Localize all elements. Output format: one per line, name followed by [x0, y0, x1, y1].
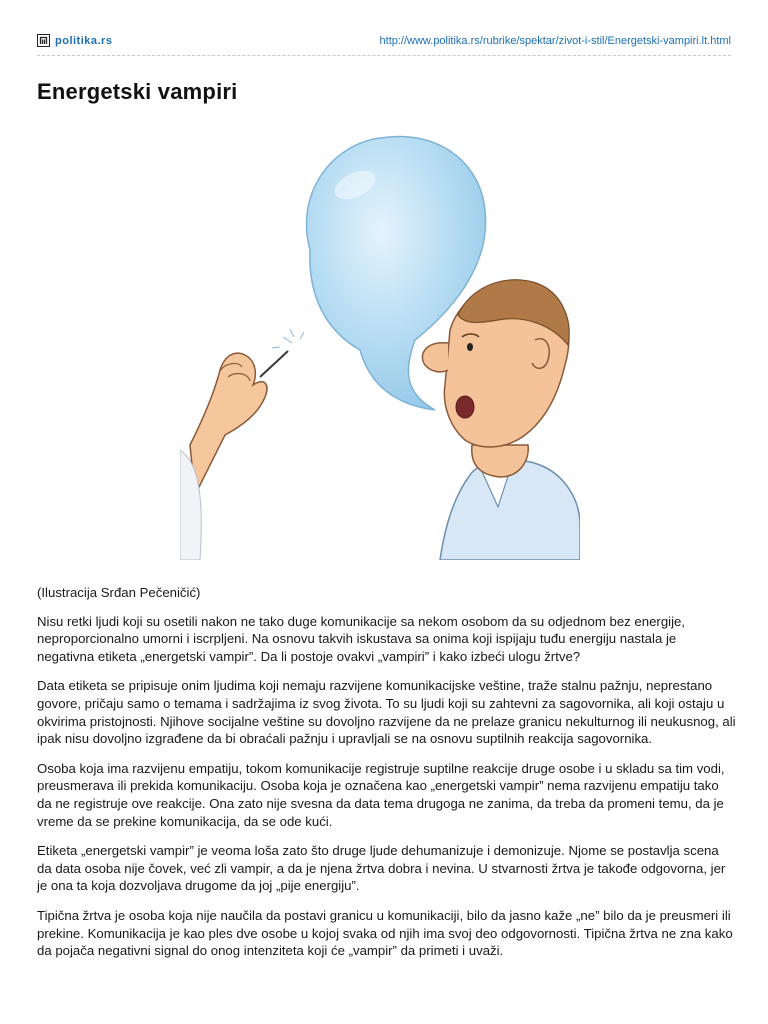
hand-with-needle [180, 351, 288, 560]
site-logo[interactable] [37, 34, 112, 47]
source-url-link[interactable]: http://www.politika.rs/rubrike/spektar/zivot-i-stil/Energetski-vampiri.lt.html [379, 35, 731, 47]
article-paragraph-5: Tipična žrtva je osoba koja nije naučila da postavi granicu u komunikaciji, bilo da jasno kaže „ne” bilo da je preusmeri ili prekine. Komunikacija je kao ples dve osobe u kojoj svaka od njih ima svoj deo odgovornosti. Tipična žrtva ne zna kako da pojača negativni signal do onog intenziteta koji će „vampir” da primeti i uvaži. [37, 907, 733, 959]
article-paragraph-3: Osoba koja ima razvijenu empatiju, tokom komunikacije registruje suptilne reakcije druge osobe i u skladu sa tim vodi, preusmerava ili prekida komunikaciju. Osoba koja je označena kao „energetski vampir” nema razvijenu empatiju tako da ne registruje ove reakcije. Ona zato nije svesna da data tema drugoga ne zanima, da treba da promeni temu, da je vreme da se prekine komunikacija, da se ode kući. [37, 760, 725, 829]
article-paragraph-2: Data etiketa se pripisuje onim ljudima koji nemaju razvijene komunikacijske veštine, traže stalnu pažnju, neprestano govore, pričaju samo o temama i sadržajima iz svog života. To su ljudi koji su zahtevni za sagovornika, ali koji ostaju u okvirima pristojnosti. Njihove socijalne veštine su dovoljno razvijene da ne prelaze granicu nekulturnog ili neukusnog, ali ipak nisu dovoljno izgrađene da bi obraćali pažnju i upravljali se na osnovu suptilnih reakcija sagovornika. [37, 678, 736, 747]
politika-logo-icon [37, 34, 50, 47]
surprised-man [422, 280, 580, 560]
article-body [37, 584, 737, 972]
site-name[interactable]: politika.rs [55, 34, 113, 47]
article-paragraph-4: Etiketa „energetski vampir” je veoma loša zato što druge ljude dehumanizuje i demonizuje. Njome se postavlja scena da data osoba nije čovek, već zli vampir, a da je njena žrtva dobra i nevina. U stvarnosti žrtva je takođe odgovorna, jer je ona ta koja dozvoljava drugome da joj „pije energiju”. [37, 843, 726, 894]
header-divider [37, 55, 731, 56]
article-title: Energetski vampiri [37, 79, 238, 104]
illustration-caption: (Ilustracija Srđan Pečeničić) [37, 585, 201, 600]
article-paragraph-1: Nisu retki ljudi koji su osetili nakon ne tako duge komunikacije sa nekom osobom da su odjednom bez energije, neproporcionalno umorni i iscrpljeni. Na osnovu takvih iskustava sa onima koji ispijaju tuđu energiju nastala je negativna etiketa „energetski vampir”. Da li postoje ovakvi „vampiri” i kako izbeći ulogu žrtve? [37, 613, 686, 664]
article-illustration [180, 115, 580, 560]
sparkle-lines [272, 329, 304, 348]
page-header [37, 33, 731, 51]
